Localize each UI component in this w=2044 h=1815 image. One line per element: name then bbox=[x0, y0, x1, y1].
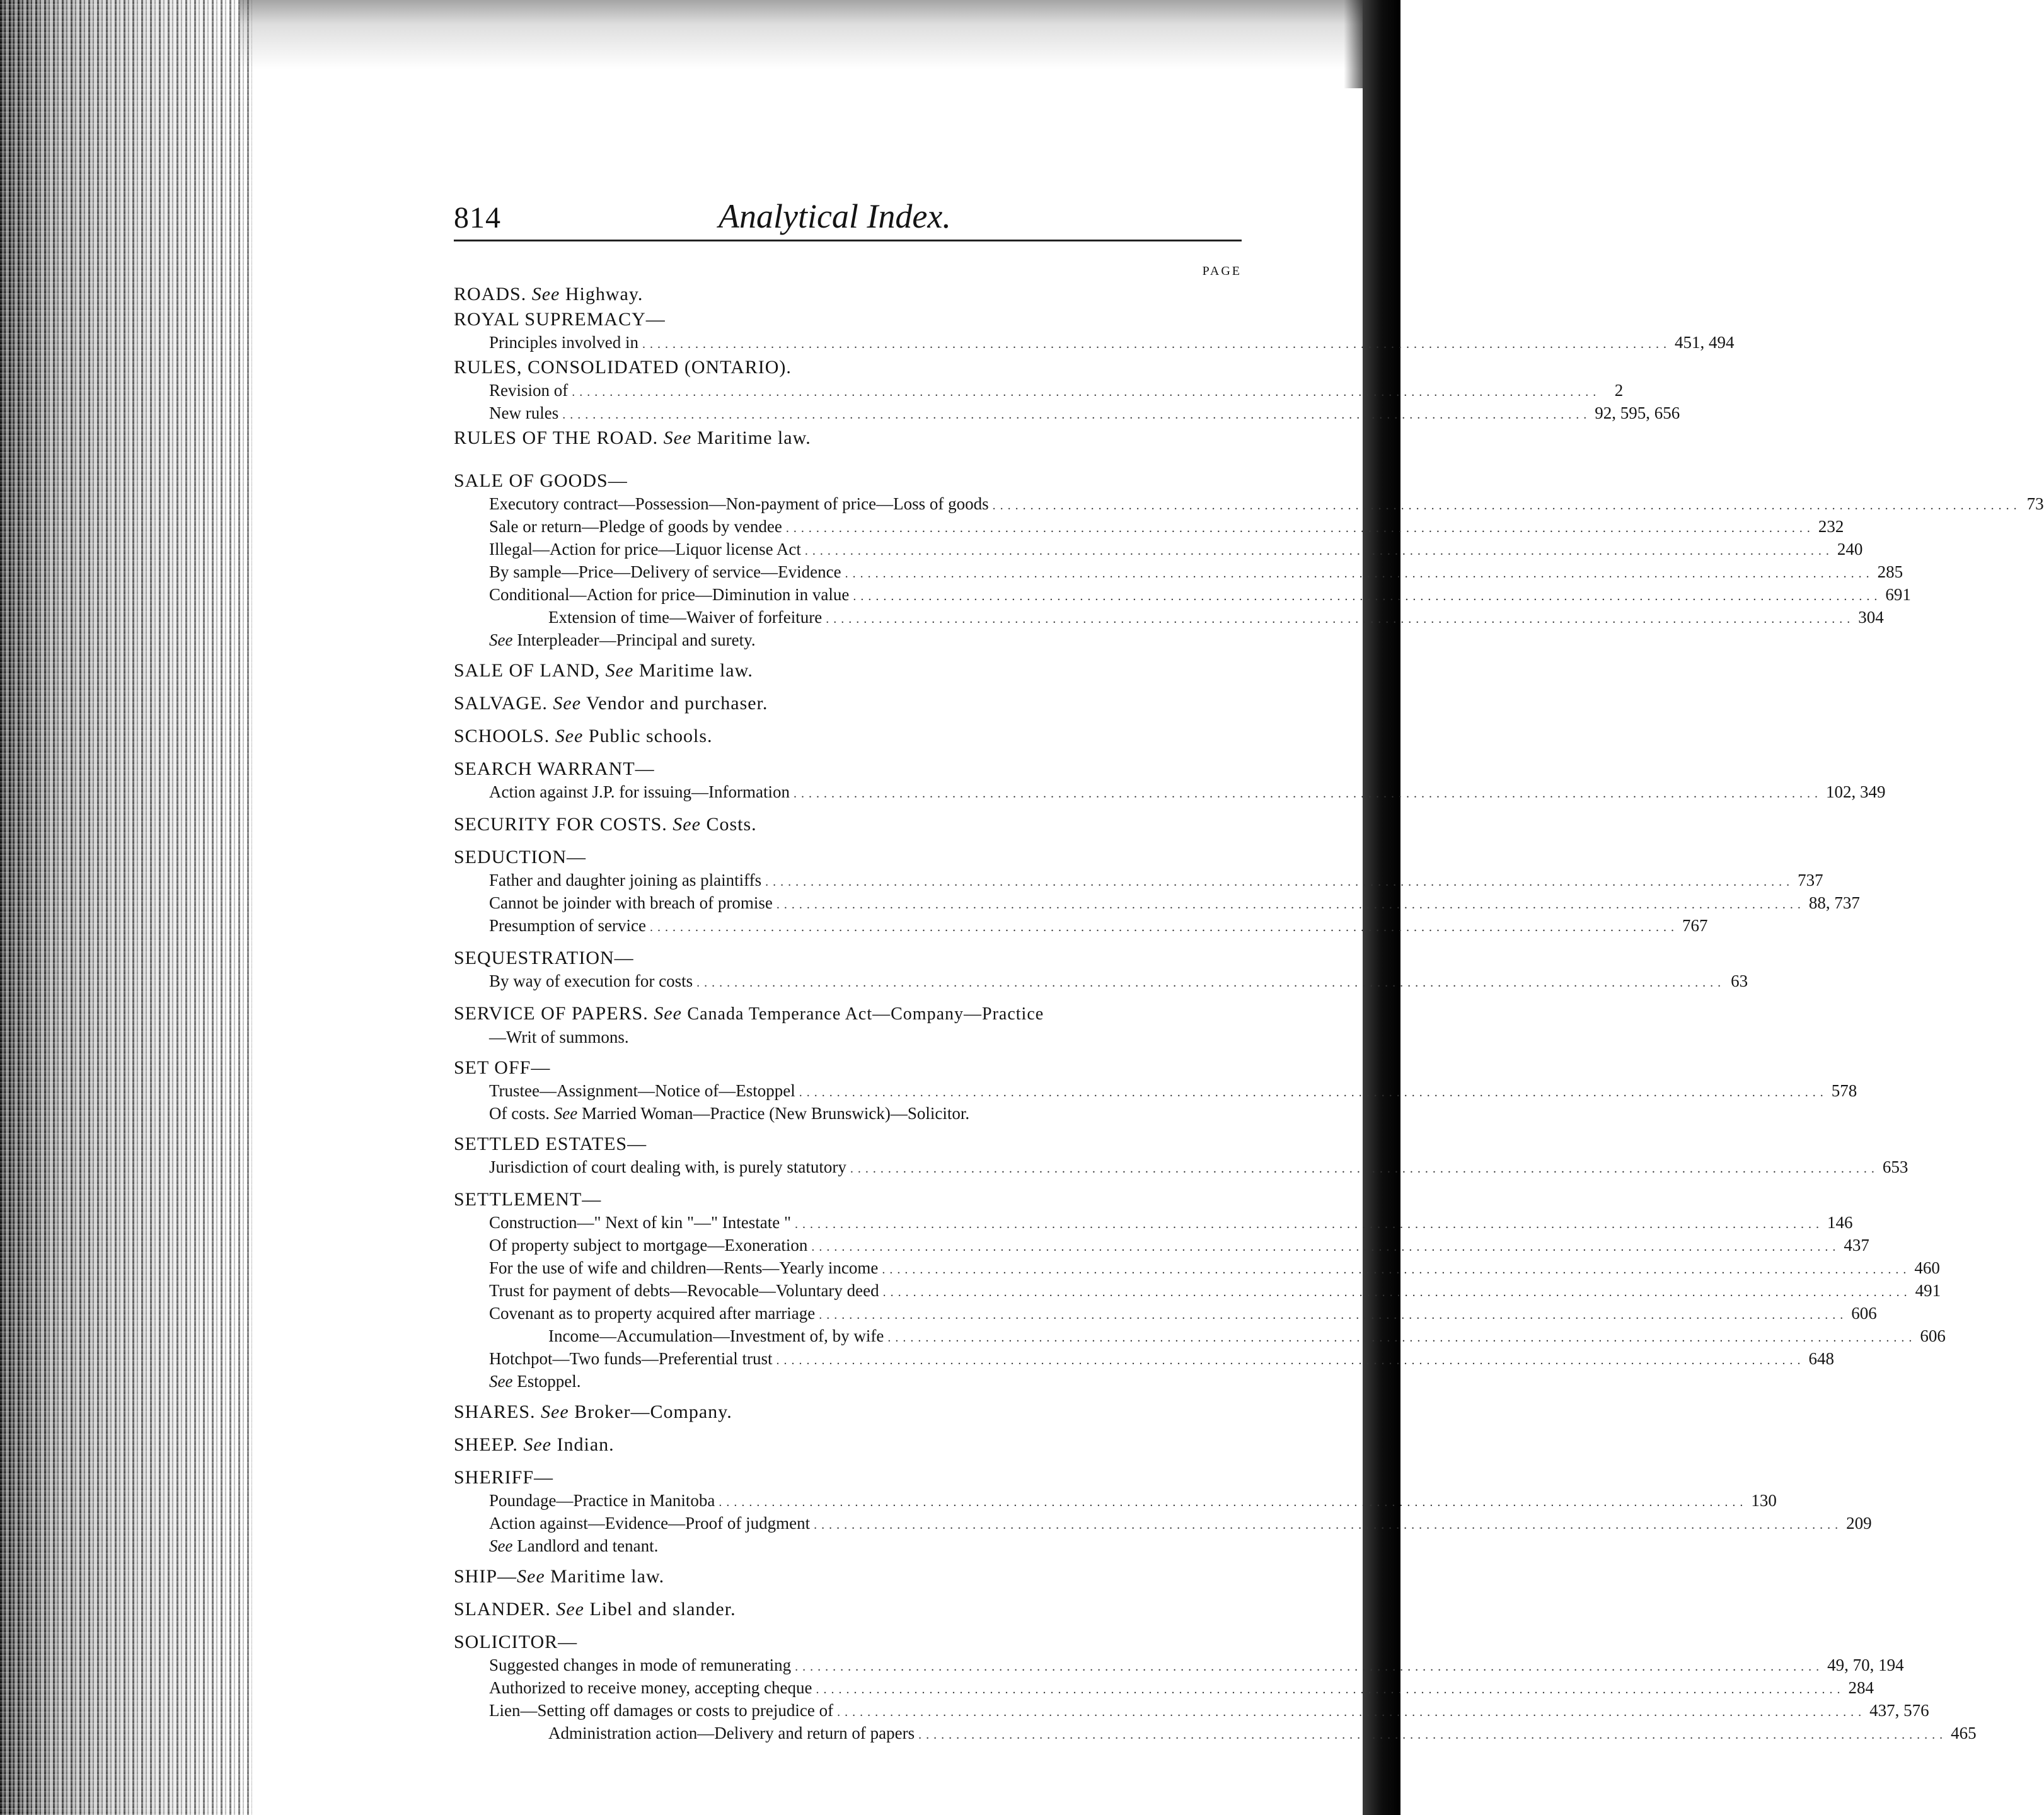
index-heading-settled-estates: SETTLED ESTATES— bbox=[454, 1134, 647, 1154]
index-entries bbox=[454, 282, 2044, 1746]
index-subentry: Hotchpot—Two funds—Preferential trust ........................................................................................................................................ 648 bbox=[489, 1349, 1835, 1368]
page-number: 814 bbox=[454, 201, 501, 235]
index-subentry: Trustee—Assignment—Notice of—Estoppel ........................................................................................................................................ 578 bbox=[489, 1081, 1857, 1100]
index-heading-sheriff: SHERIFF— bbox=[454, 1467, 554, 1488]
index-see-also: See Interpleader—Principal and surety. bbox=[489, 630, 756, 649]
index-heading-salvage: SALVAGE. See Vendor and purchaser. bbox=[454, 693, 768, 714]
index-subentry: Revision of ........................................................................................................................................ 2 bbox=[489, 381, 1624, 400]
index-subentry: Conditional—Action for price—Diminution in value ........................................................................................................................................ 691 bbox=[489, 585, 1911, 604]
index-subentry: Executory contract—Possession—Non-payment of price—Loss of goods ........................................................................................................................................ 73 bbox=[489, 494, 2044, 513]
index-subentry: Sale or return—Pledge of goods by vendee ........................................................................................................................................ 232 bbox=[489, 517, 1844, 536]
index-continuation: —Writ of summons. bbox=[489, 1028, 629, 1047]
running-title: Analytical Index. bbox=[719, 197, 951, 235]
index-subentry: Father and daughter joining as plaintiffs ........................................................................................................................................ 737 bbox=[489, 871, 1823, 890]
scan-right-tip bbox=[1344, 0, 1363, 88]
page-column-head: PAGE bbox=[1202, 264, 1242, 278]
index-heading-sheep: SHEEP. See Indian. bbox=[454, 1434, 615, 1455]
index-subentry: Cannot be joinder with breach of promise ........................................................................................................................................ 88, 737 bbox=[489, 893, 1860, 912]
index-heading-set-off: SET OFF— bbox=[454, 1057, 551, 1078]
index-heading-ship: SHIP—See Maritime law. bbox=[454, 1566, 665, 1587]
index-see-also: See Estoppel. bbox=[489, 1372, 581, 1391]
index-subentry: Poundage—Practice in Manitoba ........................................................................................................................................ 130 bbox=[489, 1491, 1777, 1510]
index-subentry: Income—Accumulation—Investment of, by wife ........................................................................................................................................ 606 bbox=[548, 1326, 1946, 1345]
index-subentry: Authorized to receive money, accepting cheque ........................................................................................................................................ 284 bbox=[489, 1678, 1874, 1697]
scan-top-shadow bbox=[240, 0, 1363, 69]
index-subentry: New rules ........................................................................................................................................ 92, 595, 656 bbox=[489, 403, 1680, 422]
index-subentry: Covenant as to property acquired after marriage ........................................................................................................................................ 606 bbox=[489, 1304, 1877, 1323]
index-subentry: Presumption of service ........................................................................................................................................ 767 bbox=[489, 916, 1708, 935]
index-subentry: By sample—Price—Delivery of service—Evidence ........................................................................................................................................ 285 bbox=[489, 562, 1903, 581]
page-header bbox=[454, 189, 1242, 240]
index-subentry: Trust for payment of debts—Revocable—Voluntary deed ........................................................................................................................................ 491 bbox=[489, 1281, 1941, 1300]
index-subentry: Administration action—Delivery and return of papers ........................................................................................................................................ 465 bbox=[548, 1724, 1977, 1743]
index-subentry: Illegal—Action for price—Liquor license Act ........................................................................................................................................ 240 bbox=[489, 540, 1863, 559]
index-heading-settlement: SETTLEMENT— bbox=[454, 1189, 602, 1210]
index-heading-sequestration: SEQUESTRATION— bbox=[454, 948, 634, 968]
index-subentry: By way of execution for costs ........................................................................................................................................ 63 bbox=[489, 971, 1748, 990]
index-see-also: Of costs. See Married Woman—Practice (New Brunswick)—Solicitor. bbox=[489, 1104, 970, 1123]
index-subentry: Action against—Evidence—Proof of judgment ........................................................................................................................................ 209 bbox=[489, 1514, 1872, 1533]
index-heading-security-for-costs: SECURITY FOR COSTS. See Costs. bbox=[454, 814, 757, 835]
index-heading-search-warrant: SEARCH WARRANT— bbox=[454, 758, 655, 779]
index-heading-royal-supremacy: ROYAL SUPREMACY— bbox=[454, 309, 666, 330]
index-subentry: Extension of time—Waiver of forfeiture ........................................................................................................................................ 304 bbox=[548, 608, 1884, 627]
index-heading-rules-of-the-road: RULES OF THE ROAD. See Maritime law. bbox=[454, 427, 811, 448]
index-subentry: Suggested changes in mode of remunerating ........................................................................................................................................ 49, 70, 194 bbox=[489, 1656, 1904, 1674]
index-heading-slander: SLANDER. See Libel and slander. bbox=[454, 1599, 736, 1620]
index-heading-solicitor: SOLICITOR— bbox=[454, 1632, 578, 1652]
index-heading-schools: SCHOOLS. See Public schools. bbox=[454, 726, 713, 746]
index-heading-seduction: SEDUCTION— bbox=[454, 847, 586, 867]
index-heading-service-of-papers: SERVICE OF PAPERS. See Canada Temperance Act—Company—Practice bbox=[454, 1003, 1044, 1024]
index-heading-rules-consolidated: RULES, CONSOLIDATED (ONTARIO). bbox=[454, 357, 792, 378]
index-subentry: Construction—" Next of kin "—" Intestate " ........................................................................................................................................ 146 bbox=[489, 1213, 1853, 1232]
index-heading-sale-of-goods: SALE OF GOODS— bbox=[454, 470, 628, 491]
index-heading-sale-of-land: SALE OF LAND, See Maritime law. bbox=[454, 660, 753, 681]
index-subentry: Jurisdiction of court dealing with, is purely statutory ........................................................................................................................................ 653 bbox=[489, 1157, 1908, 1176]
index-see-also: See Landlord and tenant. bbox=[489, 1536, 659, 1555]
header-rule bbox=[454, 240, 1242, 241]
index-heading-shares: SHARES. See Broker—Company. bbox=[454, 1401, 732, 1422]
scan-left-noise bbox=[0, 0, 252, 1815]
index-page bbox=[454, 189, 2044, 1746]
index-heading-roads: ROADS. See Highway. bbox=[454, 284, 644, 304]
index-subentry: Lien—Setting off damages or costs to prejudice of ........................................................................................................................................ 437, 576 bbox=[489, 1701, 1929, 1720]
index-subentry: For the use of wife and children—Rents—Yearly income ........................................................................................................................................ 460 bbox=[489, 1258, 1940, 1277]
index-subentry: Action against J.P. for issuing—Information ........................................................................................................................................ 102, 349 bbox=[489, 782, 1886, 801]
index-subentry: Principles involved in ........................................................................................................................................ 451, 494 bbox=[489, 333, 1735, 352]
index-subentry: Of property subject to mortgage—Exoneration ........................................................................................................................................ 437 bbox=[489, 1236, 1869, 1255]
